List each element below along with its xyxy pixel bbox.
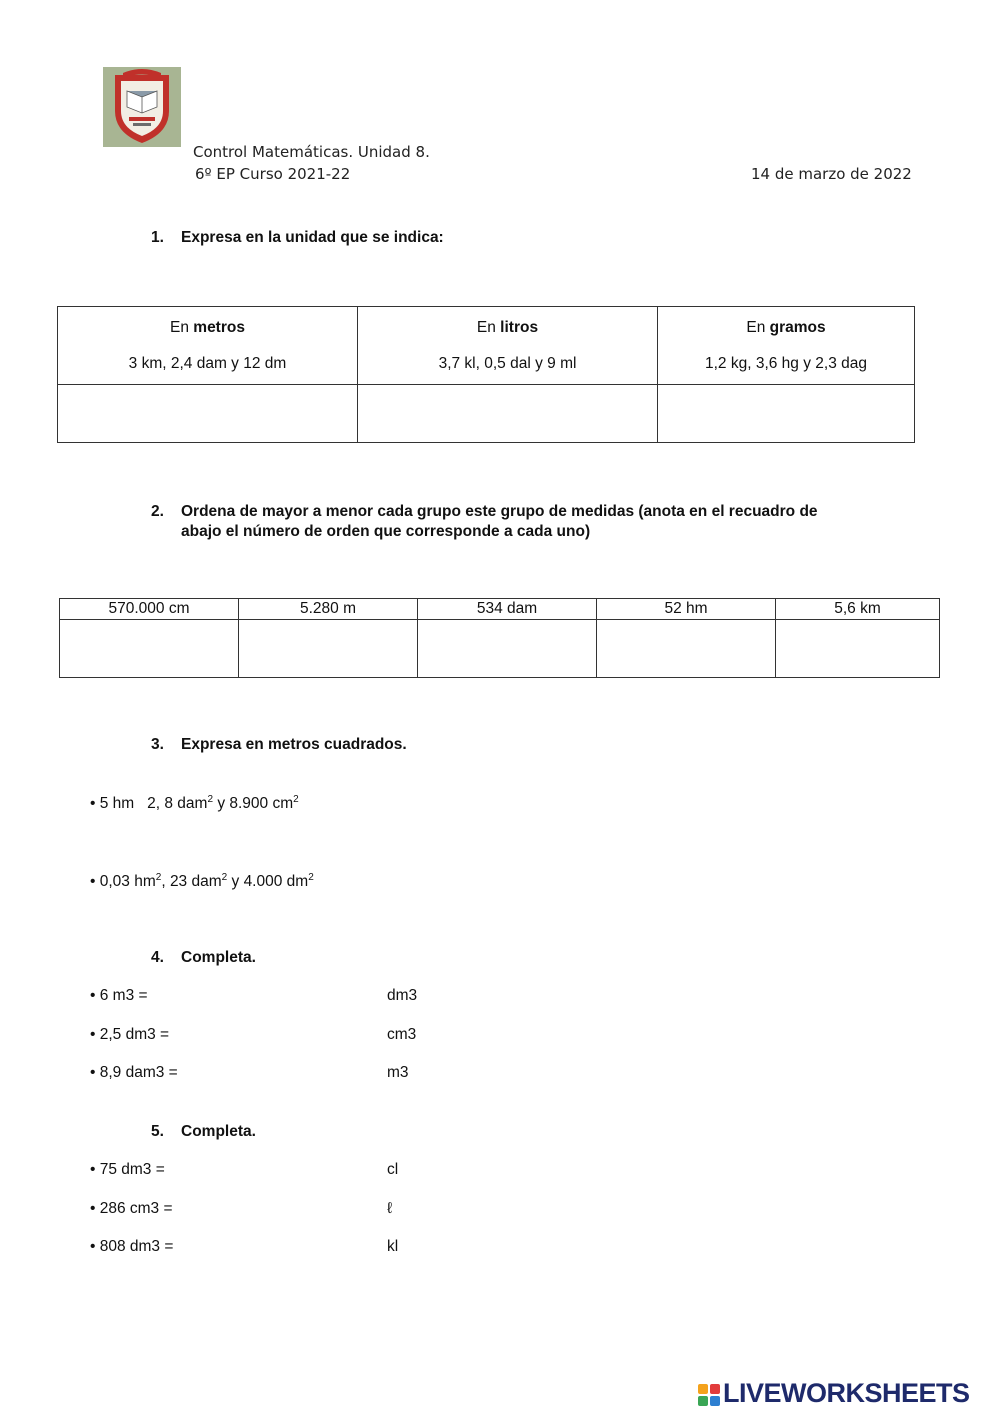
measure-values: 3,7 kl, 0,5 dal y 9 ml xyxy=(438,354,577,372)
order-answer-box[interactable] xyxy=(776,620,940,678)
q5-item-unit: ℓ xyxy=(387,1200,393,1217)
measure-cell: 52 hm xyxy=(597,599,776,620)
question-text: Completa. xyxy=(181,949,256,966)
answer-box-metros[interactable] xyxy=(58,385,358,443)
measure-cell: 570.000 cm xyxy=(60,599,239,620)
question-text: Expresa en metros cuadrados. xyxy=(181,736,407,753)
measure-cell: 5.280 m xyxy=(239,599,418,620)
answer-box-litros[interactable] xyxy=(358,385,658,443)
question-text-line2: abajo el número de orden que corresponde a cada uno) xyxy=(181,523,591,540)
shield-icon xyxy=(103,67,181,147)
order-answer-box[interactable] xyxy=(418,620,597,678)
question-number: 4. xyxy=(151,949,164,966)
header-course: 6º EP Curso 2021-22 xyxy=(195,165,351,183)
question-number: 2. xyxy=(151,503,164,520)
header-title: Control Matemáticas. Unidad 8. xyxy=(193,143,430,161)
question-text: Completa. xyxy=(181,1123,256,1140)
question-5 xyxy=(151,1123,256,1141)
order-answer-box[interactable] xyxy=(60,620,239,678)
order-answer-box[interactable] xyxy=(239,620,418,678)
question-3 xyxy=(151,736,407,754)
q3-item-1: • 5 hm 2, 8 dam$^2$ y 8.900 $cm^2$ xyxy=(90,794,299,813)
q4-item-unit: dm3 xyxy=(387,987,418,1004)
q1-col-gramos: En gramos 1,2 kg, 3,6 hg y 2,3 dag xyxy=(658,307,915,385)
school-emblem xyxy=(103,67,181,147)
q1-col-litros: En litros 3,7 kl, 0,5 dal y 9 ml xyxy=(358,307,658,385)
q4-item-left: • 8,9 dam3 = xyxy=(90,1064,178,1081)
q3-item-2: • 0,03 $hm^2$, 23 dam$^2$ y 4.000 $dm^2$ xyxy=(90,872,314,891)
brand-text: LIVEWORKSHEETS xyxy=(723,1378,970,1408)
q5-item-left: • 286 cm3 = xyxy=(90,1200,173,1217)
q4-item-unit: cm3 xyxy=(387,1026,417,1043)
measure-values: 3 km, 2,4 dam y 12 dm xyxy=(128,354,287,372)
question-number: 1. xyxy=(151,229,164,246)
liveworksheets-logo xyxy=(697,1378,970,1409)
unit-label: metros xyxy=(193,318,245,336)
q2-table xyxy=(59,598,940,678)
question-text-line1: Ordena de mayor a menor cada grupo este grupo de medidas (anota en el recuadro de xyxy=(181,503,818,520)
q4-item-left: • 2,5 dm3 = xyxy=(90,1026,170,1043)
question-text: Expresa en la unidad que se indica: xyxy=(181,229,444,246)
question-number: 3. xyxy=(151,736,164,753)
liveworksheets-badge-icon xyxy=(697,1383,721,1407)
question-2 xyxy=(151,502,911,542)
question-number: 5. xyxy=(151,1123,164,1140)
measure-cell: 534 dam xyxy=(418,599,597,620)
measure-cell: 5,6 km xyxy=(776,599,940,620)
measure-values: 1,2 kg, 3,6 hg y 2,3 dag xyxy=(704,354,867,372)
unit-label: gramos xyxy=(769,318,826,336)
q4-item-left: • 6 m3 = xyxy=(90,987,148,1004)
q5-item-left: • 808 dm3 = xyxy=(90,1238,174,1255)
q5-item-left: • 75 dm3 = xyxy=(90,1161,165,1178)
q5-item-unit: kl xyxy=(387,1238,399,1255)
header-date: 14 de marzo de 2022 xyxy=(751,165,912,183)
q5-item-unit: cl xyxy=(387,1161,399,1178)
question-4 xyxy=(151,949,256,967)
order-answer-box[interactable] xyxy=(597,620,776,678)
q1-col-metros: En metros 3 km, 2,4 dam y 12 dm xyxy=(58,307,358,385)
answer-box-gramos[interactable] xyxy=(658,385,915,443)
q4-item-unit: m3 xyxy=(387,1064,409,1081)
question-1 xyxy=(151,229,444,247)
q1-table xyxy=(57,306,915,443)
unit-label: litros xyxy=(500,318,539,336)
